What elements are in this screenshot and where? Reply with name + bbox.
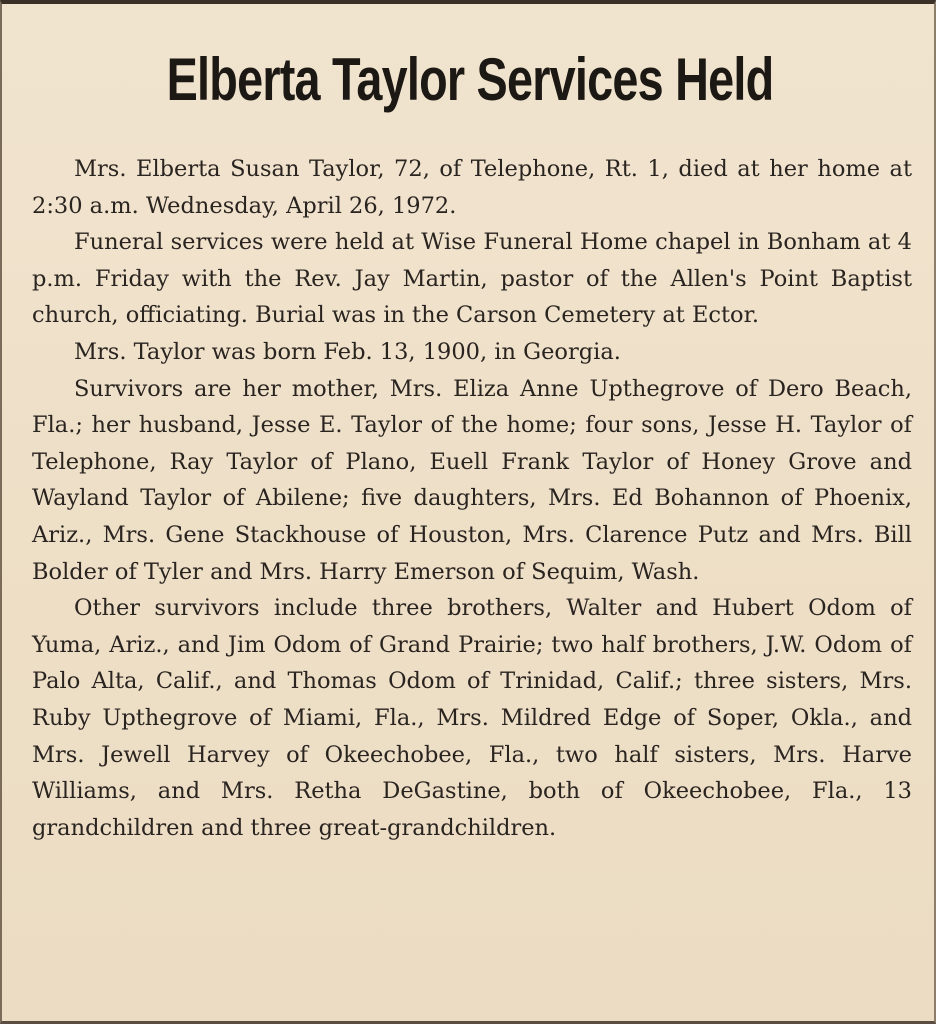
paragraph-funeral-services: Funeral services were held at Wise Funeral Home chapel in Bonham at 4 p.m. Friday with the Rev. Jay Martin, pastor of the Allen's Point Baptist church, officiating. Burial was in the Carson Cemetery at Ector. [32,229,912,329]
obituary-body [32,151,912,846]
paragraph-death-notice: Mrs. Elberta Susan Taylor, 72, of Telephone, Rt. 1, died at her home at 2:30 a.m. Wednesday, April 26, 1972. [32,156,912,219]
paragraph-birth: Mrs. Taylor was born Feb. 13, 1900, in Georgia. [74,338,621,365]
paragraph-survivors: Survivors are her mother, Mrs. Eliza Anne Upthegrove of Dero Beach, Fla.; her husband, Jesse E. Taylor of the home; four sons, Jesse H. Taylor of Telephone, Ray Taylor of Plano, Euell Frank Taylor of Honey Grove and Wayland Taylor of Abilene; five daughters, Mrs. Ed Bohannon of Phoenix, Ariz., Mrs. Gene Stackhouse of Houston, Mrs. Clarence Putz and Mrs. Bill Bolder of Tyler and Mrs. Harry Emerson of Sequim, Wash. [32,375,912,585]
paragraph-other-survivors: Other survivors include three brothers, Walter and Hubert Odom of Yuma, Ariz., and Jim Odom of Grand Prairie; two half brothers, J.W. Odom of Palo Alta, Calif., and Thomas Odom of Trinidad, Calif.; three sisters, Mrs. Ruby Upthegrove of Miami, Fla., Mrs. Mildred Edge of Soper, Okla., and Mrs. Jewell Harvey of Okeechobee, Fla., two half sisters, Mrs. Harve Williams, and Mrs. Retha DeGastine, both of Okeechobee, Fla., 13 grandchildren and three great-grandchildren. [32,595,912,841]
headline: Elberta Taylor Services Held [166,46,774,113]
